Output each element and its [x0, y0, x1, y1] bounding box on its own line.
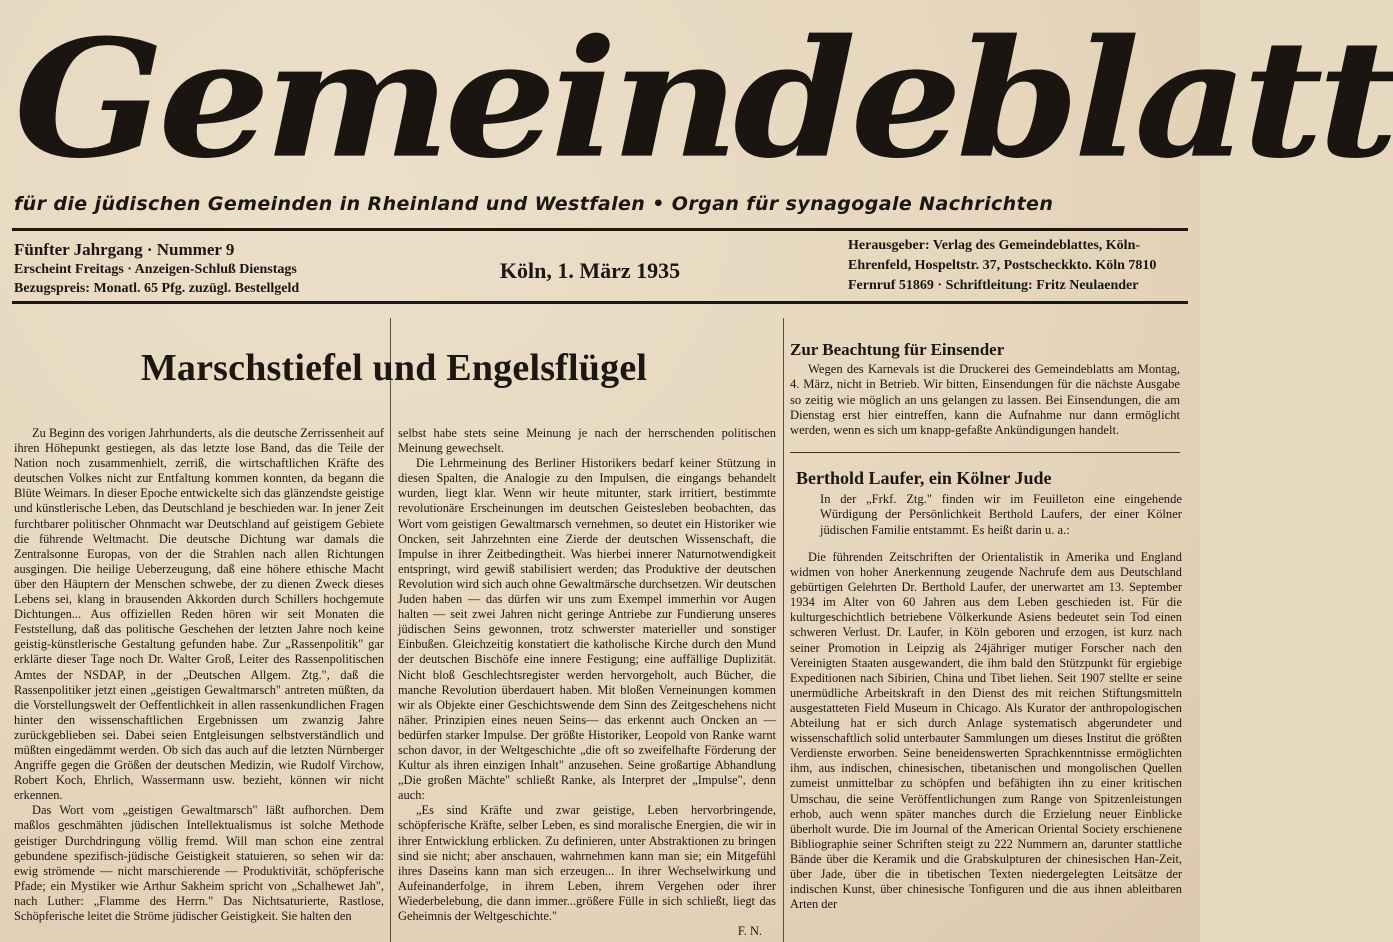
article-paragraph: selbst habe stets seine Meinung je nach der herrschenden politischen Meinung gewechselt.: [398, 426, 776, 456]
article-quote: „Es sind Kräfte und zwar geistige, Leben hervorbringende, schöpferische Kräfte, selber Leben, es sind moralische Energien, die wir in ihrer Entwicklung erblicken. Zu definieren, unter Abstraktionen zu bringen sind sie nicht; aber anschauen, wahrnehmen kann man sie; ein Mitgefühl ihres Daseins kann man sich erzeugen... In ihrer Wechselwirkung und Aufeinanderfolge, in ihrem Leben, ihrem Vergehen oder ihrer Wiederbelebung, die dann immer...größere Fülle in sich schließt, liegt das Geheimnis der Weltgeschichte.": [398, 803, 776, 923]
publisher-contact: Fernruf 51869 · Schriftleitung: Fritz Neulaender: [848, 278, 1139, 293]
masthead-subtitle: für die jüdischen Gemeinden in Rheinland und Westfalen • Organ für synagogale Nachrichten: [14, 193, 1054, 215]
article-paragraph: Die Lehrmeinung des Berliner Historikers bedarf keiner Stützung in diesen Spalten, die Analogie zu den Impulsen, die eingangs behandelt wurden, liegt klar. Wenn wir heute mitunter, stark irritiert, bestimmte revolutionäre Erscheinungen im deutschen Geistesleben beobachten, das Wort vom geistigen Gewaltmarsch vernehmen, so deutet ein Historiker wie Oncken, seit Jahrzehnten eine Zierde der deutschen Wissenschaft, die Impulse in ihrer Zeitbedingtheit. Was hierbei innerer Naturnotwendigkeit entspringt, wird gewiß stabilisiert werden; das Produktive der deutschen Revolution wird sich auch ohne Gewaltmärsche durchsetzen. Wir deutschen Juden haben — das dürfen wir uns zum Exempel immerhin vor Augen halten — seit zwei Jahren nicht geringe Antriebe zur Fundierung unseres jüdischen Seins gewonnen, trotz schwerster materieller und sonstiger Einbußen. Gleichzeitig konstatiert die katholische Kirche durch den Mund der deutschen Bischöfe eine innere Festigung; eine auffällige Duplizität. Nicht bloß Geschlechtsregister werden hervorgeholt, auch Bücher, die manche Revolution überdauert haben. Mit bloßen Verneinungen kommen wir als Objekte einer Geschichtswende dem Sinn des Zeitgeschehens nicht näher. Prinzipien eines neuen Seins— das erkennt auch Oncken an — bedürfen starker Impulse. Der größte Historiker, Leopold von Ranke warnt schon davor, in der Weltgeschichte „die oft so zweifelhafte Förderung der Kultur als ihren einzigen Inhalt" anzusehen. Seine großartige Abhandlung „Die großen Mächte" schließt Ranke, als Interpret der „Impulse", denn auch:: [398, 456, 776, 803]
article2-intro: In der „Frkf. Ztg." finden wir im Feuilleton eine eingehende Würdigung der Persönlichkeit Berthold Laufers, der einer Kölner jüdischen Familie entstammt. Es heißt darin u. a.:: [820, 492, 1182, 537]
masthead-rule-bottom: [12, 301, 1188, 304]
notice-title: Zur Beachtung für Einsender: [790, 340, 1005, 359]
article-paragraph: Zu Beginn des vorigen Jahrhunderts, als die deutsche Zerrissenheit auf ihren Höhepunkt gestiegen, als das letzte lose Band, das die Teile der Nation noch zusammenhielt, zerriß, die wirtschaftlichen Kräfte des deutschen Volkes nicht zur Entfaltung kommen konnten, da begann die Blüte Weimars. In dieser Epoche entwickelte sich das glänzendste geistige und künstlerische Leben, das Deutschland je beschieden war. In jener Zeit furchtbarer politischer Ohnmacht war Deutschland auf geistigem Gebiete die führende Weltmacht. Die deutsche Dichtung war damals die Zentralsonne Europas, von der die Strahlen nach allen Richtungen ausgingen. Die heilige Ueberzeugung, daß eine höhere ethische Macht über den Häuptern der Menschen schwebe, der zu dienen Zweck dieses Lebens sei, klang in brausenden Akkorden durch Schillers hochgemute Dichtungen... Aus offiziellen Reden hören wir seit Monaten die Feststellung, daß das politische Geschehen der letzten Jahre noch keine geistig-künstlerische Gestaltung gefunden habe. Zur „Rassenpolitik" gar erklärte dieser Tage noch Dr. Walter Groß, Leiter des Rassenpolitischen Amtes der NSDAP, in der „Deutschen Allgem. Ztg.", daß die Rassenpolitiker jetzt einen „geistigen Gewaltmarsch" antreten müßten, da die Vorstellungswelt der Oeffentlichkeit in allen rassenkundlichen Fragen hinter den wissenschaftlichen Ergebnissen um zwanzig Jahre zurückgeblieben sei. Dabei seien Entgleisungen selbstverständlich und müßten eingedämmt werden. Ob sich das auch auf die letzten Nürnberger Angriffe gegen die Größen der deutschen Medizin, wie Rudolf Virchow, Robert Koch, Ehrlich, Wassermann usw. bezieht, können wir nicht erkennen.: [14, 426, 384, 803]
dateline: Köln, 1. März 1935: [499, 258, 681, 283]
publisher-line: Herausgeber: Verlag des Gemeindeblattes, Köln-: [848, 238, 1141, 253]
column-divider: [783, 318, 784, 942]
column-divider: [390, 318, 391, 942]
section-divider: [790, 452, 1180, 453]
issue-volume: Fünfter Jahrgang · Nummer 9: [14, 240, 235, 259]
masthead-title: Gemeindeblatt: [14, 3, 1393, 195]
issue-info: [14, 240, 394, 298]
publisher-address: Ehrenfeld, Hospeltstr. 37, Postscheckkto. Köln 7810: [848, 258, 1157, 273]
article-paragraph: Die führenden Zeitschriften der Orientalistik in Amerika und England widmen von hoher Anerkennung zeugende Nachrufe dem aus Deutschland gebürtigen Gelehrten Dr. Berthold Laufer, der unerwartet am 13. September 1934 im Alter von 60 Jahren aus dem Leben geschieden ist. Für die kulturgeschichtlich betriebene Völkerkunde Asiens bedeutet sein Tod einen schweren Verlust. Dr. Laufer, in Köln geboren und erzogen, ist kurz nach seiner Promotion in Leipzig als 24jähriger mutiger Forscher nach den Vereinigten Staaten ausgewandert, die ihm bald den Stützpunkt für ergiebige Expeditionen nach Sibirien, China und Tibet liehen. Seit 1907 stellte er seine unermüdliche Arbeitskraft in den Dienst des mit reichen Stiftungsmitteln ausgestatteten Field Museum in Chicago. Als Kurator der anthropologischen Abteilung hat er sich durch Anlage systematisch abgerundeter und wissenschaftlich solid unterbauter Sammlungen um dieses Institut die größten Verdienste erworben. Seine beneidenswerten Sprachkenntnisse ermöglichten ihm, aus indischen, chinesischen, tibetanischen und mongolischen Quellen zumeist unmittelbar zu schöpfen und befähigten ihn zu einer kritischen Umschau, die seine Veröffentlichungen zum Range von Spitzenleistungen erhob, auch wenn später manches durch die Erzielung neuer Einblicke überholt wurde. Die im Journal of the American Oriental Society erschienene Bibliographie seiner Schriften steigt zu 222 Nummern an, darunter stattliche Bände über die Keramik und die Grabskulpturen der chinesischen Han-Zeit, über Jade, über die in tibetischen Texten niedergelegten Leitsätze der indischen Kunst, über chinesische Tonfiguren und die aus ihnen ableitbaren Arten der: [790, 550, 1182, 912]
masthead-rule-top: [12, 228, 1188, 231]
main-headline: Marschstiefel und Engelsflügel: [140, 347, 648, 389]
main-article-column-2: [398, 426, 776, 942]
publisher-info: [848, 236, 1188, 296]
notice-paragraph: Wegen des Karnevals ist die Druckerei des Gemeindeblatts am Montag, 4. März, nicht in Betrieb. Wir bitten, Einsendungen für die nächste Ausgabe so zeitig wie möglich an uns gelangen zu lassen. Bei Einsendungen, die am Dienstag erst hier eintreffen, kann die Aufnahme nur dann ermöglicht werden, wenn es sich um knapp-gefaßte Ankündigungen handelt.: [790, 362, 1180, 438]
article-signature: F. N.: [737, 924, 762, 939]
article-paragraph: Das Wort vom „geistigen Gewaltmarsch" läßt aufhorchen. Dem maßlos geschmähten jüdischen Intellektualismus ist solche Methode geistiger Durchdringung völlig fremd. Will man schon eine zentral gebundene spezifisch-jüdische Geistigkeit statuieren, so sehen wir da: ewig strömende — nicht marschierende — Produktivität, schöpferische Pfade; ein Mystiker wie Arthur Sakheim spricht von „Schalhewet Jah", nach Luther: „Flamme des Herrn." Das Nichtsaturierte, Rastlose, Schöpferische leitet die Ströme jüdischer Geistigkeit. Sie halten den: [14, 803, 384, 923]
article2-headline: Berthold Laufer, ein Kölner Jude: [796, 468, 1052, 488]
notice-body: [790, 362, 1180, 438]
main-article-column-1: [14, 426, 384, 942]
issue-price: Bezugspreis: Monatl. 65 Pfg. zuzügl. Bestellgeld: [14, 281, 300, 296]
article2-body: [790, 550, 1182, 942]
issue-schedule: Erscheint Freitags · Anzeigen-Schluß Dienstags: [14, 262, 297, 277]
